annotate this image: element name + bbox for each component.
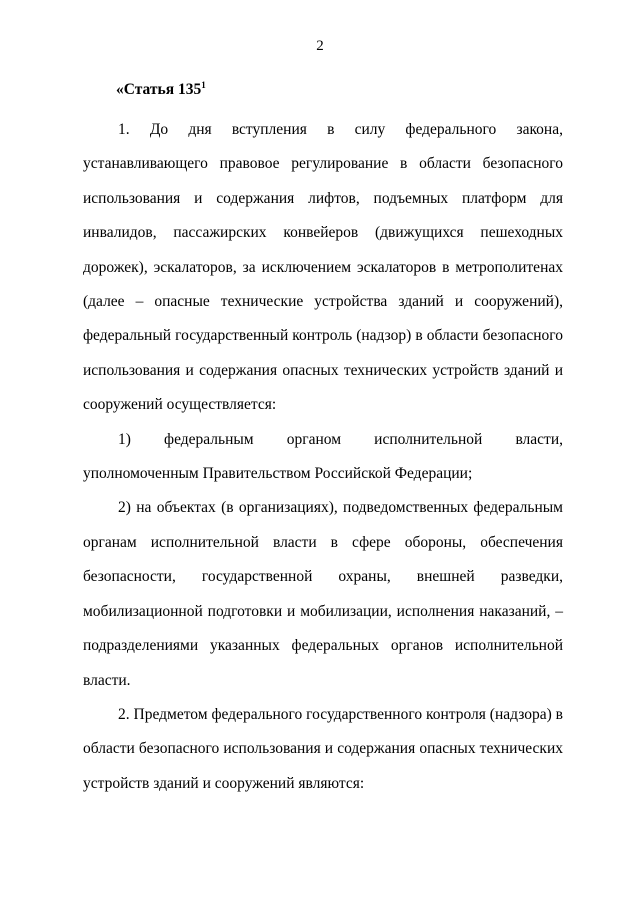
paragraph-item-1: 1) федеральным органом исполнительной власти, уполномоченным Правительством Российской Федерации; (83, 430, 563, 483)
article-heading (116, 80, 206, 99)
page-number: 2 (316, 38, 324, 54)
article-heading-text: «Статья 135 (116, 81, 202, 98)
article-heading-superscript: 1 (201, 80, 206, 90)
article-body (83, 113, 563, 801)
paragraph-1: 1. До дня вступления в силу федерального закона, устанавливающего правовое регулирование в области безопасного использования и содержания лифтов, подъемных платформ для инвалидов, пассажирских конвейеров (движущихся пешеходных дорожек), эскалаторов, за исключением эскалаторов в метрополитенах (далее – опасные технические устройства зданий и сооружений), федеральный государственный контроль (надзор) в области безопасного использования и содержания опасных технических устройств зданий и сооружений осуществляется: (83, 121, 563, 414)
paragraph-item-2: 2) на объектах (в организациях), подведомственных федеральным органам исполнительной власти в сфере обороны, обеспечения безопасности, государственной охраны, внешней разведки, мобилизационной подготовки и мобилизации, исполнения наказаний, – подразделениями указанных федеральных органов исполнительной власти. (83, 499, 563, 689)
paragraph-2: 2. Предметом федерального государственного контроля (надзора) в области безопасного использования и содержания опасных технических устройств зданий и сооружений являются: (83, 705, 563, 792)
